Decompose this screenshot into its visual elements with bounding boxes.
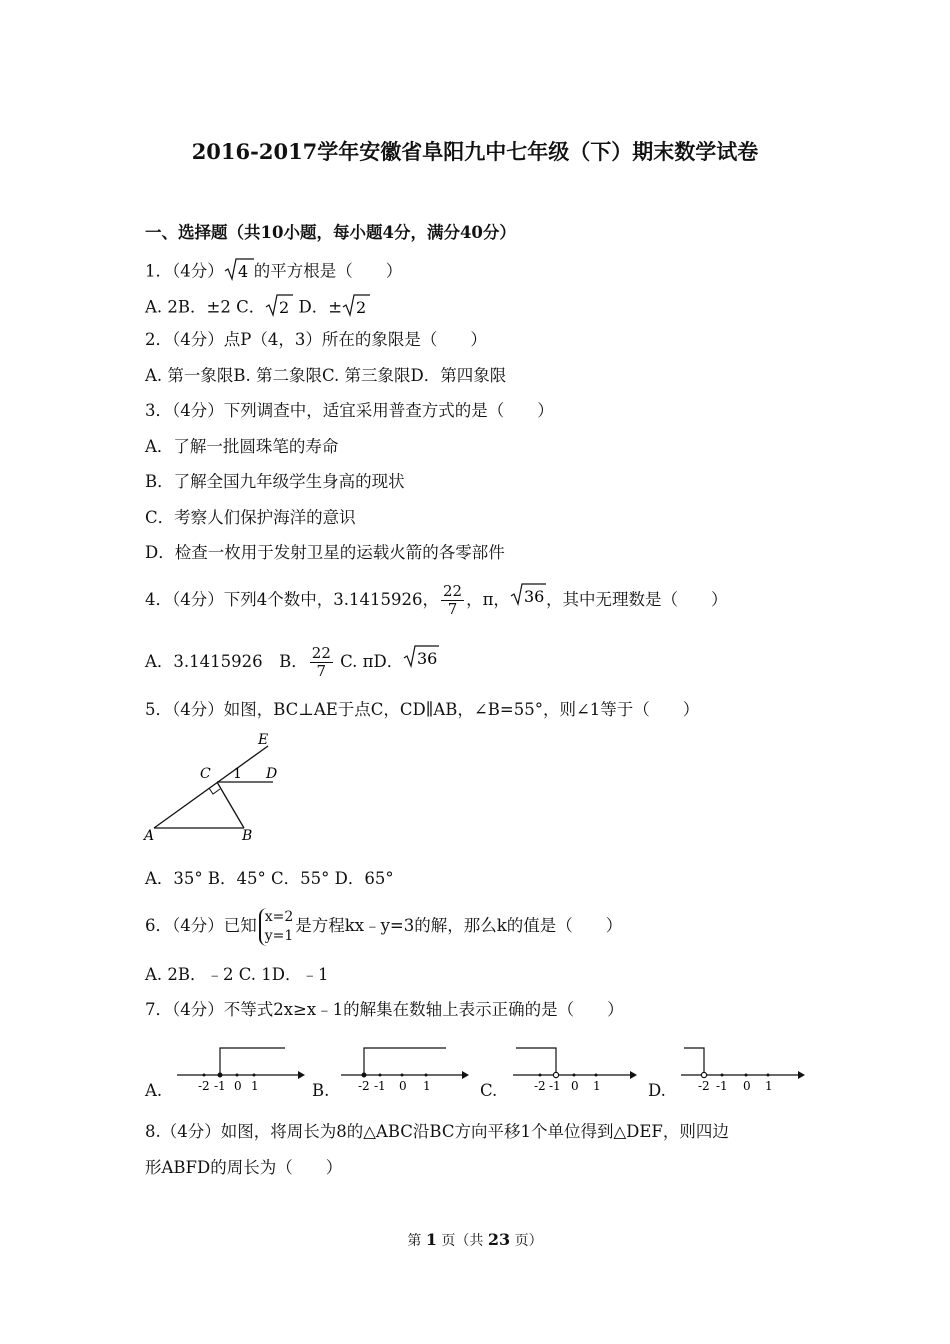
question-1-options: A. 2B．±2 C． 2 D．± 2 <box>145 293 370 323</box>
question-3-option-a: A．了解一批圆珠笔的寿命 <box>145 437 339 456</box>
question-3-option-d: D．检查一枚用于发射卫星的运载火箭的各零部件 <box>145 543 505 562</box>
svg-text:-2: -2 <box>698 1079 710 1093</box>
svg-text:0: 0 <box>234 1079 242 1093</box>
svg-text:1: 1 <box>233 766 242 782</box>
svg-text:2: 2 <box>356 298 367 317</box>
question-3-option-b: B．了解全国九年级学生身高的现状 <box>145 472 405 491</box>
question-6-options: A. 2B．﹣2 C. 1D．﹣1 <box>145 965 329 984</box>
sqrt-symbol <box>224 257 254 287</box>
question-5-options: A．35° B．45° C．55° D．65° <box>145 869 394 888</box>
q7-label-a: A. <box>145 1081 163 1100</box>
svg-text:36: 36 <box>417 648 438 668</box>
fraction: $\frac{22}{7}$ <box>311 644 331 680</box>
question-4: 4．（4分）下列4个数中，3.1415926， $\frac{22}{7}$ ，π， 36 ，其中无理数是（ ） <box>145 578 727 623</box>
number-line-c <box>508 1043 638 1095</box>
svg-text:D: D <box>266 766 278 782</box>
sqrt-symbol <box>265 293 293 323</box>
sqrt-symbol <box>342 293 370 323</box>
q7-label-c: C. <box>480 1081 498 1100</box>
svg-text:36: 36 <box>523 586 545 606</box>
svg-text:0: 0 <box>743 1079 751 1093</box>
svg-text:-1: -1 <box>214 1079 226 1093</box>
svg-text:E: E <box>258 732 269 748</box>
svg-text:B: B <box>242 828 253 844</box>
svg-text:4: 4 <box>237 262 248 281</box>
section-heading: 一、选择题（共10小题，每小题4分，满分40分） <box>145 223 516 242</box>
page-number: 1 <box>425 1230 437 1249</box>
fraction: $\frac{22}{7}$ <box>442 582 463 618</box>
question-1: 1．（4分） 4 的平方根是（ ） <box>145 257 402 287</box>
question-3: 3．（4分）下列调查中，适宜采用普查方式的是（ ） <box>145 401 554 420</box>
svg-text:-2: -2 <box>534 1079 546 1093</box>
svg-text:-1: -1 <box>374 1079 386 1093</box>
number-line-a <box>172 1043 306 1095</box>
page-title: 2016-2017学年安徽省阜阳九中七年级（下）期末数学试卷 <box>191 139 759 164</box>
page-footer: 第 1 页（共 23 页） <box>407 1230 543 1249</box>
question-6: 6．（4分）已知 x=2 y=1 是方程kx﹣y=3的解，那么k的值是（ ） <box>145 908 623 944</box>
svg-text:-2: -2 <box>198 1079 210 1093</box>
svg-text:2: 2 <box>279 298 290 317</box>
number-line-d <box>676 1043 806 1095</box>
svg-text:0: 0 <box>571 1079 579 1093</box>
svg-text:-1: -1 <box>549 1079 561 1093</box>
svg-text:-1: -1 <box>716 1079 728 1093</box>
svg-text:A: A <box>144 828 155 844</box>
q7-label-d: D. <box>648 1081 666 1100</box>
svg-text:1: 1 <box>765 1079 773 1093</box>
page-total: 23 <box>487 1230 511 1249</box>
number-line-b <box>336 1043 470 1095</box>
question-7: 7．（4分）不等式2x≥x﹣1的解集在数轴上表示正确的是（ ） <box>145 1000 624 1019</box>
question-2: 2．（4分）点P（4，3）所在的象限是（ ） <box>145 330 487 349</box>
question-5: 5．（4分）如图，BC⊥AE于点C，CD∥AB，∠B=55°，则∠1等于（ ） <box>145 700 700 719</box>
svg-text:1: 1 <box>593 1079 601 1093</box>
question-3-option-c: C．考察人们保护海洋的意识 <box>145 508 356 527</box>
equation-system: x=2 y=1 <box>259 908 294 946</box>
svg-text:1: 1 <box>423 1079 431 1093</box>
question-2-options: A. 第一象限B. 第二象限C. 第三象限D．第四象限 <box>145 366 507 385</box>
question-8-line-2: 形ABFD的周长为（ ） <box>145 1158 343 1177</box>
sqrt-symbol <box>510 579 546 623</box>
svg-text:C: C <box>200 766 211 782</box>
question-4-options: A．3.1415926 B． $\frac{22}{7}$ C. πD． 36 <box>145 640 439 685</box>
svg-text:-2: -2 <box>358 1079 370 1093</box>
q7-label-b: B. <box>312 1081 330 1100</box>
sqrt-symbol <box>403 641 439 685</box>
svg-text:1: 1 <box>251 1079 259 1093</box>
geometry-figure <box>140 730 300 846</box>
question-8-line-1: 8.（4分）如图，将周长为8的△ABC沿BC方向平移1个单位得到△DEF，则四边 <box>145 1122 729 1141</box>
svg-text:0: 0 <box>399 1079 407 1093</box>
